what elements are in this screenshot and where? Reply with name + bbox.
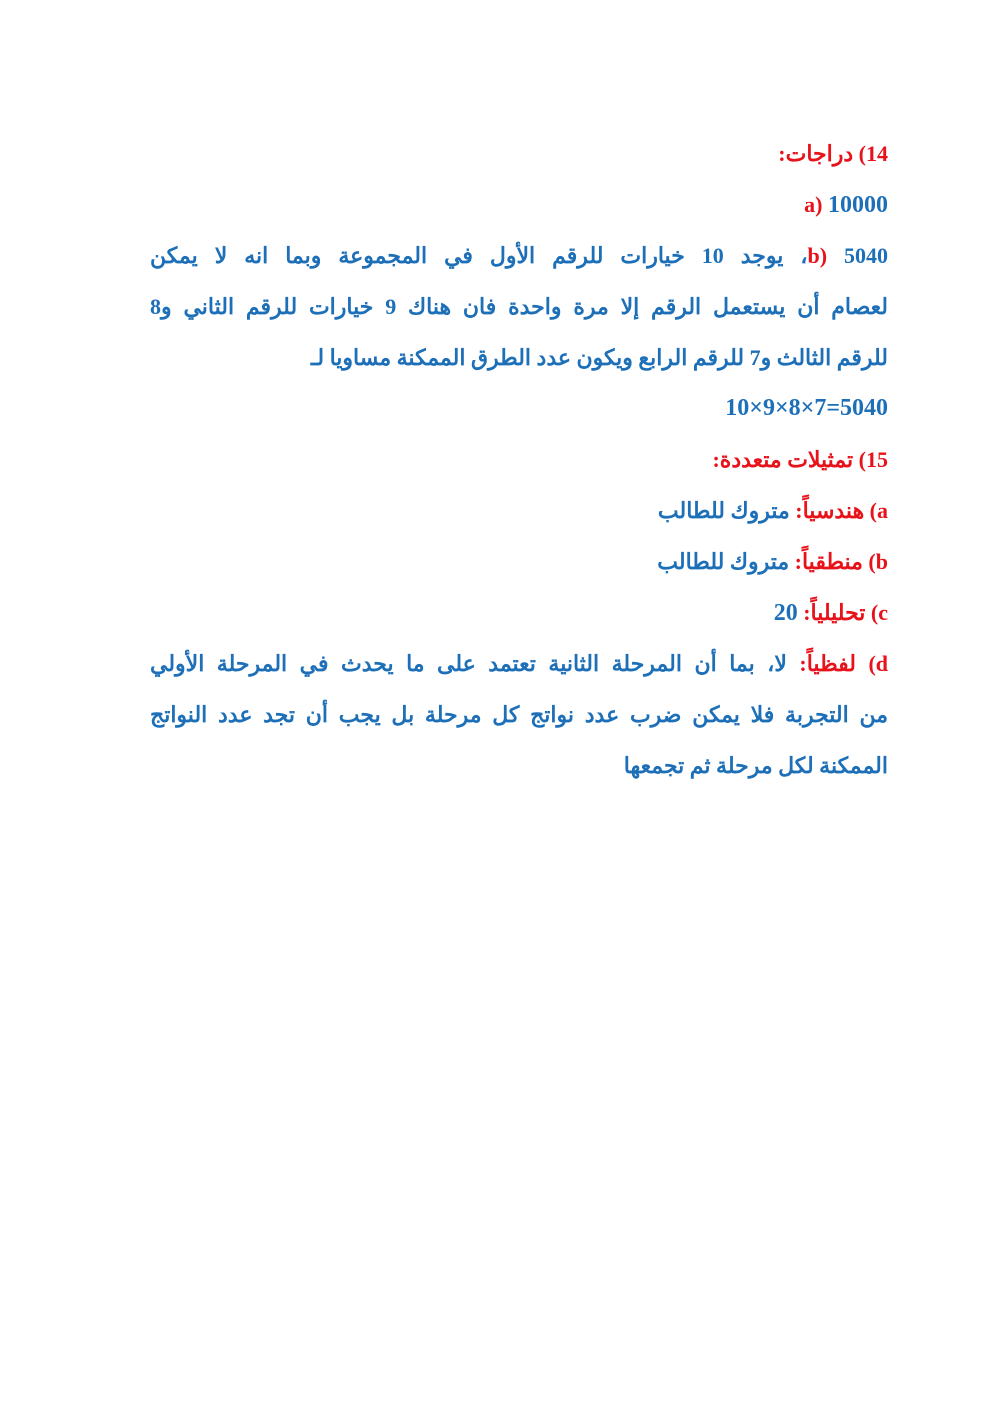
- q14-b-equation-text: 10×9×8×7=5040: [725, 395, 888, 421]
- q14-a-line: [150, 179, 888, 230]
- q14-b-label: b): [807, 243, 828, 268]
- q14-b-line2: [150, 281, 888, 332]
- q15-b-text: متروك للطالب: [657, 549, 790, 574]
- q14-heading: [150, 128, 888, 179]
- q14-a-value: 10000: [828, 192, 888, 218]
- q15-d-text2: من التجربة فلا يمكن ضرب عدد نواتج كل مرحلة بل يجب أن تجد عدد النواتج: [150, 702, 888, 727]
- q15-b-label: b) منطقياً:: [794, 549, 888, 574]
- q15-a-label: a) هندسياً:: [795, 498, 888, 523]
- q15-c-text: 20: [773, 600, 798, 626]
- q15-d-line1: [150, 638, 888, 689]
- q14-b-line3: [150, 332, 888, 383]
- q15-d-line3: [150, 740, 888, 791]
- q15-d-text3: الممكنة لكل مرحلة ثم تجمعها: [623, 753, 888, 778]
- q14-a-label: a): [804, 192, 823, 217]
- q15-a-line: [150, 485, 888, 536]
- q15-d-label: d) لفظياً:: [799, 651, 888, 676]
- q15-c-label: c) تحليلياً:: [803, 600, 888, 625]
- q15-c-line: [150, 587, 888, 638]
- document-body: [150, 128, 888, 791]
- q14-heading-text: 14) دراجات:: [778, 141, 888, 166]
- q14-b-text1: 5040، يوجد 10 خيارات للرقم الأول في المجموعة وبما انه لا يمكن: [150, 243, 888, 268]
- q15-d-line2: [150, 689, 888, 740]
- q14-b-text2: لعصام أن يستعمل الرقم إلا مرة واحدة فان هناك 9 خيارات للرقم الثاني و8: [150, 294, 888, 319]
- q14-b-line1: [150, 230, 888, 281]
- q14-b-text3: للرقم الثالث و7 للرقم الرابع ويكون عدد الطرق الممكنة مساويا لـ: [310, 345, 888, 370]
- q14-b-equation: [150, 383, 888, 434]
- q15-heading: [150, 434, 888, 485]
- q15-b-line: [150, 536, 888, 587]
- q15-a-text: متروك للطالب: [657, 498, 790, 523]
- q15-heading-text: 15) تمثيلات متعددة:: [712, 447, 888, 472]
- q15-d-text1: لا، بما أن المرحلة الثانية تعتمد على ما يحدث في المرحلة الأولي: [150, 651, 787, 676]
